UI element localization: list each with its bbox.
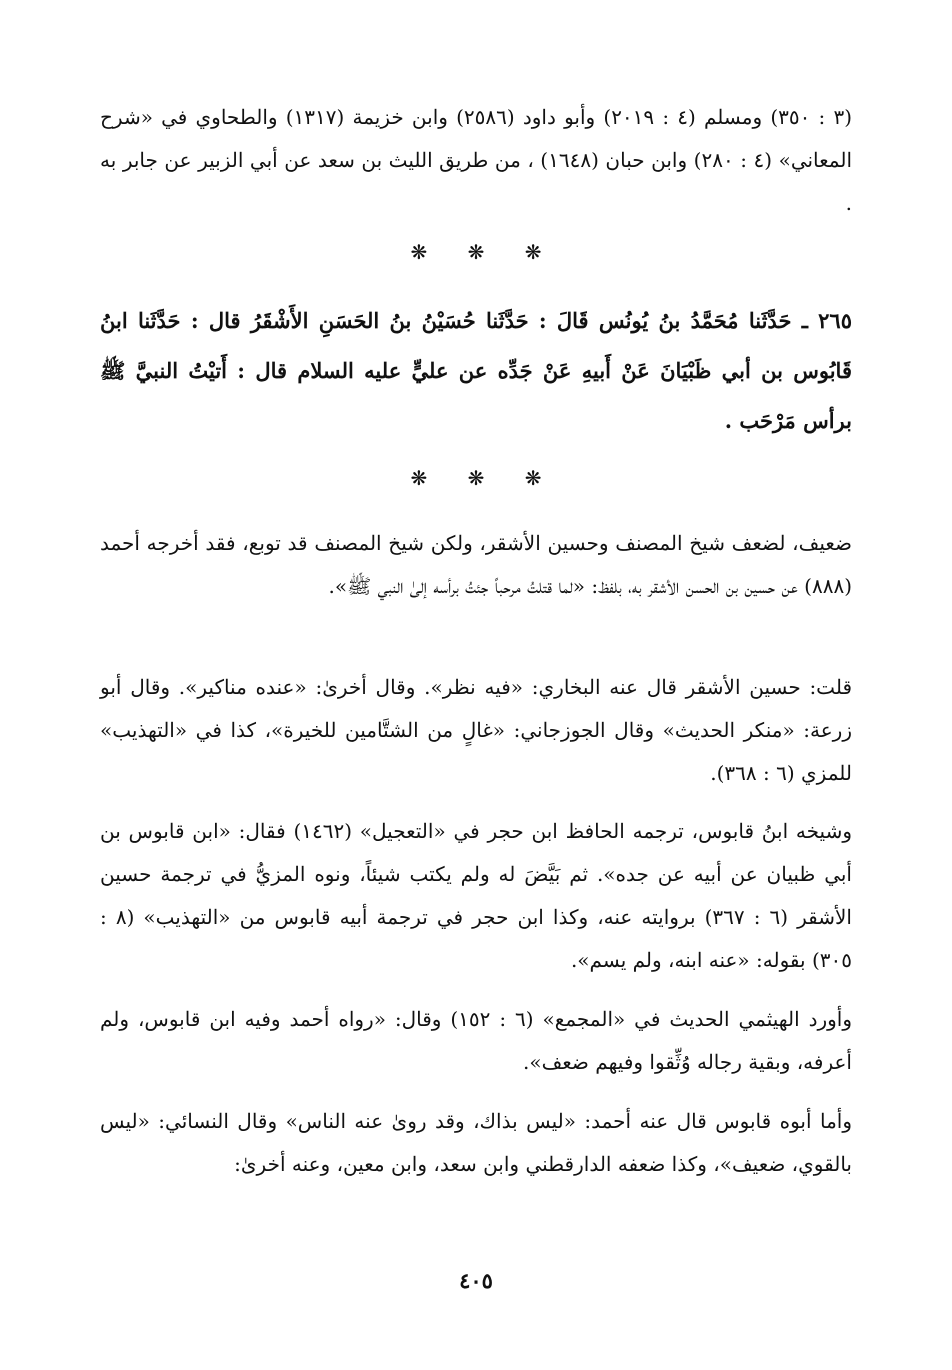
paragraph-narrator-ibn-qabus: وشيخه ابنُ قابوس، ترجمه الحافظ ابن حجر في «التعجيل» (١٤٦٢) فقال: «ابن قابوس بن أبي ظبيان عن أبيه عن جده». ثم بَيَّضَ له ولم يكتب شيئاً، ونوه المزيُّ في ترجمة حسين الأشقر (٦ : ٣٦٧) بروايته عنه، وكذا ابن حجر في ترجمة أبيه قابوس من «التهذيب» (٨ : ٣٠٥) بقوله: «عنه ابنه، ولم يسم». (100, 819, 852, 972)
paragraph-haythami: وأورد الهيثمي الحديث في «المجمع» (٦ : ١٥٢) وقال: «رواه أحمد وفيه ابن قابوس، ولم أعرفه، وبقية رجاله وُثِّقوا وفيهم ضعف». (100, 1007, 853, 1074)
separator-star-icon: ❋ (524, 240, 542, 264)
paragraph-narrator-qabus: وأما أبوه قابوس قال عنه أحمد: «ليس بذاك، وقد روىٰ عنه الناس» وقال النسائي: «ليس بالقوي، ضعيف»، وكذا ضعفه الدارقطني وابن سعد، وابن معين، وعنه أخرىٰ: (100, 1109, 852, 1176)
section-separator-2 (100, 466, 852, 490)
separator-star-icon: ❋ (467, 466, 485, 490)
separator-star-icon: ❋ (467, 240, 485, 264)
section-separator-1 (100, 240, 852, 264)
separator-star-icon: ❋ (524, 466, 542, 490)
hadith-text: ٢٦٥ ـ حَدَّثَنا مُحَمَّدُ بنُ يُونُس قَالَ : حَدَّثَنا حُسَيْنُ بنُ الحَسَنِ الأَشْقَرُ قال : حَدَّثَنا ابنُ قَابُوس بن أبي ظَبْيَانَ عَنْ أَبيهِ عَنْ جَدِّه عن عليٍّ عليه السلام قال : أَتيْتُ النبيَّ ﷺ برأس مَرْحَب . (100, 308, 852, 433)
separator-star-icon: ❋ (410, 240, 428, 264)
page-number: ٤٠٥ (459, 1268, 493, 1293)
paragraph-takhrij-continued: (٣ : ٣٥٠) ومسلم (٤ : ٢٠١٩) وأبو داود (٢٥٨٦) وابن خزيمة (١٣١٧) والطحاوي في «شرح المعاني» (٤ : ٢٨٠) وابن حبان (١٦٤٨) ، من طريق الليث بن سعد عن أبي الزبير عن جابر به . (100, 105, 853, 215)
paragraph-narrator-husayn: قلت: حسين الأشقر قال عنه البخاري: «فيه نظر». وقال أخرىٰ: «عنده مناكير». وقال أبو زرعة: «منكر الحديث» وقال الجوزجاني: «غالٍ من الشتَّامين للخيرة»، كذا في «التهذيب» للمزي (٦ : ٣٦٨). (100, 675, 853, 785)
paragraph-grading: ضعيف، لضعف شيخ المصنف وحسين الأشقر، ولكن شيخ المصنف قد توبع، فقد أخرجه أحمد (٨٨٨) عن حسين بن الحسن الأشقر به، بلفظ: «لما قتلتُ مرحباً جئتُ برأسه إلىٰ النبي ﷺ». (100, 531, 852, 598)
separator-star-icon: ❋ (410, 466, 428, 490)
